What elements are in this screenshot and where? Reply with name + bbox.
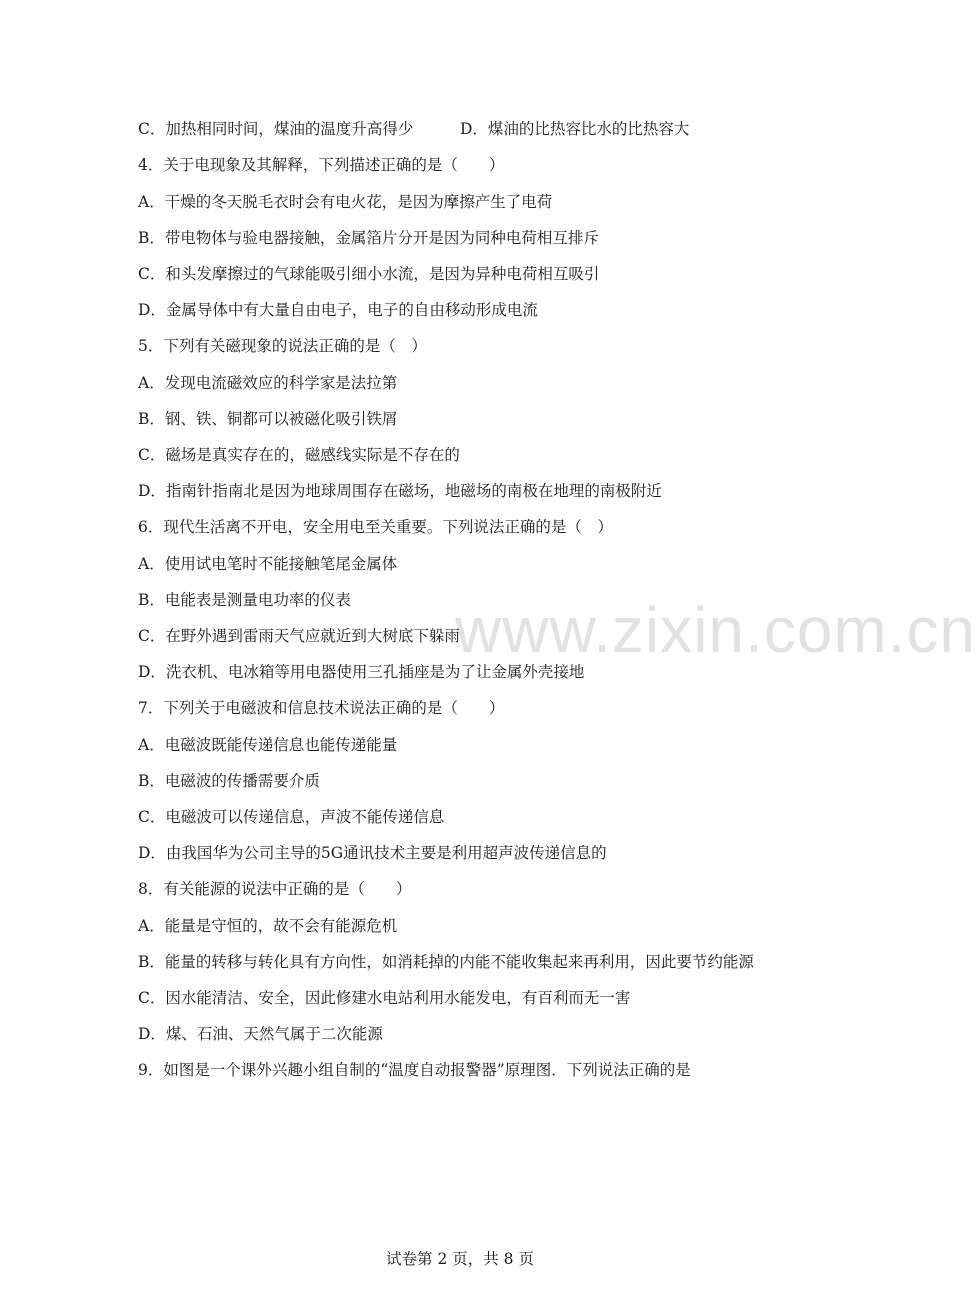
q8-option-d: D．煤、石油、天然气属于二次能源 <box>138 1025 383 1043</box>
q7-option-c: C．电磁波可以传递信息，声波不能传递信息 <box>138 808 445 826</box>
q4-stem: 4．关于电现象及其解释，下列描述正确的是（ ） <box>138 156 505 174</box>
q7-option-b: B．电磁波的传播需要介质 <box>138 772 320 790</box>
q4-option-c: C．和头发摩擦过的气球能吸引细小水流，是因为异种电荷相互吸引 <box>138 265 600 283</box>
q8-option-b: B．能量的转移与转化具有方向性，如消耗掉的内能不能收集起来再利用，因此要节约能源 <box>138 953 754 971</box>
q7-stem: 7．下列关于电磁波和信息技术说法正确的是（ ） <box>138 699 505 717</box>
q9-stem: 9．如图是一个课外兴趣小组自制的“温度自动报警器”原理图．下列说法正确的是 <box>138 1061 691 1079</box>
q5-stem: 5．下列有关磁现象的说法正确的是（ ） <box>138 337 427 355</box>
q8-option-c: C．因水能清洁、安全，因此修建水电站利用水能发电，有百利而无一害 <box>138 989 631 1007</box>
q3-option-c: C．加热相同时间，煤油的温度升高得少 <box>138 120 414 138</box>
q6-option-b: B．电能表是测量电功率的仪表 <box>138 591 351 609</box>
q5-option-a: A．发现电流磁效应的科学家是法拉第 <box>138 374 398 392</box>
q3-option-d: D．煤油的比热容比水的比热容大 <box>460 120 690 138</box>
q5-option-b: B．钢、铁、铜都可以被磁化吸引铁屑 <box>138 410 398 428</box>
q4-option-a: A．干燥的冬天脱毛衣时会有电火花，是因为摩擦产生了电荷 <box>138 193 553 211</box>
q7-option-a: A．电磁波既能传递信息也能传递能量 <box>138 736 398 754</box>
watermark: www.zixin.com.cn <box>455 594 976 666</box>
q8-option-a: A．能量是守恒的，故不会有能源危机 <box>138 917 398 935</box>
q7-option-d: D．由我国华为公司主导的5G通讯技术主要是利用超声波传递信息的 <box>138 844 607 862</box>
q6-option-a: A．使用试电笔时不能接触笔尾金属体 <box>138 555 398 573</box>
q4-option-b: B．带电物体与验电器接触，金属箔片分开是因为同种电荷相互排斥 <box>138 229 599 247</box>
q5-option-d: D．指南针指南北是因为地球周围存在磁场，地磁场的南极在地理的南极附近 <box>138 482 662 500</box>
q4-option-d: D．金属导体中有大量自由电子，电子的自由移动形成电流 <box>138 301 538 319</box>
q5-option-c: C．磁场是真实存在的，磁感线实际是不存在的 <box>138 446 460 464</box>
q6-option-c: C．在野外遇到雷雨天气应就近到大树底下躲雨 <box>138 627 460 645</box>
q3-options-cd <box>138 119 880 139</box>
page-footer: 试卷第 2 页，共 8 页 <box>386 1250 534 1268</box>
q8-stem: 8．有关能源的说法中正确的是（ ） <box>138 880 412 898</box>
q6-stem: 6．现代生活离不开电，安全用电至关重要。下列说法正确的是（ ） <box>138 518 613 536</box>
q6-option-d: D．洗衣机、电冰箱等用电器使用三孔插座是为了让金属外壳接地 <box>138 663 585 681</box>
